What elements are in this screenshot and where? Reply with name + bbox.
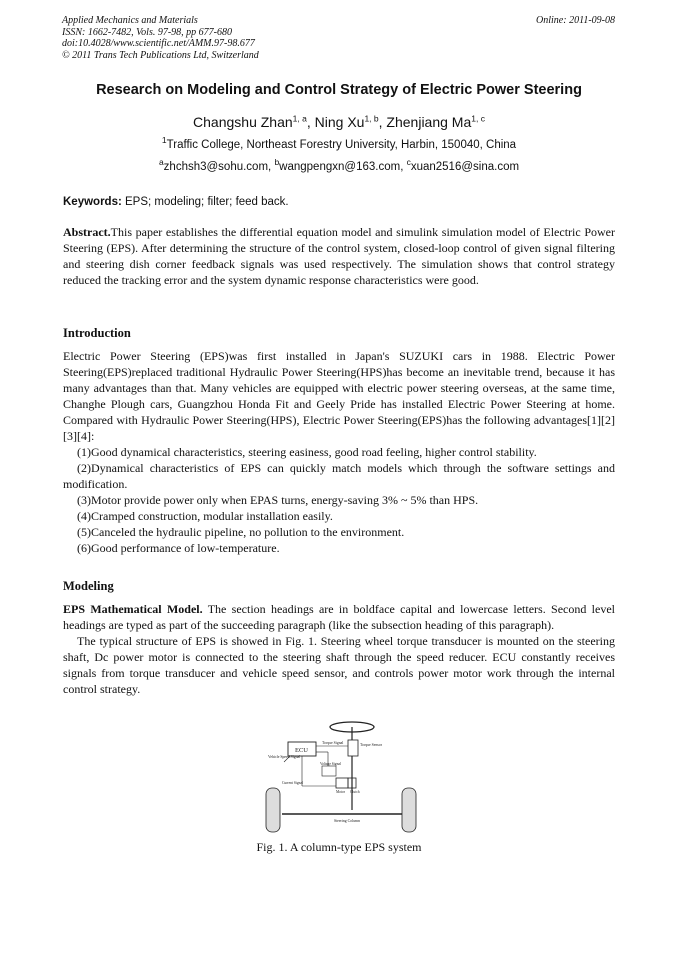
right-wheel-icon xyxy=(402,788,416,832)
keywords-label: Keywords: xyxy=(63,196,122,208)
ecu-label: ECU xyxy=(295,747,308,754)
email-superscript: a xyxy=(158,157,164,168)
left-wheel-icon xyxy=(266,788,280,832)
abstract-text: This paper establishes the differential equation model and simulink simulation model of Electric Power Steering (EPS). After determining the structure of the control system, closed-loop control of given signal filtering and steering dish corner feedback signals was used respectively. The simulation shows that control strategy reduced the tracking error and the system dynamic response characteristics were good. xyxy=(63,225,615,287)
voltage-signal-label: Voltage Signal xyxy=(320,762,341,766)
figure-caption: Fig. 1. A column-type EPS system xyxy=(256,840,422,854)
author-superscript: 1, b xyxy=(364,113,379,124)
modeling-paragraph: The typical structure of EPS is showed in Fig. 1. Steering wheel torque transducer is mounted on the steering shaft, Dc power motor is connected to the steering shaft through the speed reducer. ECU constantly receives signals from torque transducer and vehicle speed sensor, and controls power motor work through the internal control strategy. xyxy=(63,634,615,696)
steering-column-label: Steering Column xyxy=(334,819,360,823)
email-address[interactable]: wangpengxn@163.com xyxy=(279,161,401,173)
keywords xyxy=(63,196,289,208)
section-heading-introduction: Introduction xyxy=(63,326,131,340)
paper-title: Research on Modeling and Control Strategy of Electric Power Steering xyxy=(96,82,582,98)
email-separator: , xyxy=(268,161,275,173)
doi-line[interactable]: doi:10.4028/www.scientific.net/AMM.97-98.677 xyxy=(62,38,255,49)
advantage-item: (3)Motor provide power only when EPAS turns, energy-saving 3% ~ 5% than HPS. xyxy=(77,493,479,507)
introduction-body xyxy=(63,348,615,556)
email-list xyxy=(0,157,678,173)
copyright-line: © 2011 Trans Tech Publications Ltd, Switzerland xyxy=(62,49,259,61)
motor-box xyxy=(336,778,348,788)
advantage-item: (5)Canceled the hydraulic pipeline, no pollution to the environment. xyxy=(77,525,405,539)
current-signal-label: Current Signal xyxy=(282,781,304,785)
journal-name: Applied Mechanics and Materials xyxy=(62,15,198,26)
modeling-body xyxy=(63,601,615,697)
subsection-paragraph xyxy=(63,601,615,633)
vehicle-speed-signal-label: Vehicle Speed Signal xyxy=(268,755,301,759)
advantage-item: (6)Good performance of low-temperature. xyxy=(77,541,280,555)
author-list xyxy=(0,114,678,130)
advantage-item: (2)Dynamical characteristics of EPS can quickly match models which through the software settings and modification. xyxy=(63,461,615,491)
eps-system-figure xyxy=(262,720,418,835)
author-separator: , xyxy=(378,114,387,130)
author-superscript: 1, a xyxy=(292,113,307,124)
email-superscript: c xyxy=(406,157,411,168)
motor-label: Motor xyxy=(336,790,345,794)
author-superscript: 1, c xyxy=(471,113,485,124)
author-name: Zhenjiang Ma xyxy=(386,114,472,130)
introduction-paragraph: Electric Power Steering (EPS)was first installed in Japan's SUZUKI cars in 1988. Electric Power Steering(EPS)replaced traditional Hydraulic Power Steering(HPS)has become an inevitable trend, because it has many advantages than that. Many vehicles are equipped with electric power steering overseas, at the same time, Changhe Plough cars, Guangzhou Honda Fit and Geely Pride has installed Electric Power Steering at home. Compared with Hydraulic Power Steering(HPS), Electric Power Steering(EPS)has the following advantages[1][2][3][4]: xyxy=(63,349,615,443)
author-name: Changshu Zhan xyxy=(193,114,293,130)
subsection-heading: EPS Mathematical Model. xyxy=(63,602,203,616)
email-address[interactable]: zhchsh3@sohu.com xyxy=(163,161,269,173)
voltage-signal-box xyxy=(322,766,336,776)
keywords-text: EPS; modeling; filter; feed back. xyxy=(121,196,289,208)
advantage-item: (4)Cramped construction, modular installation easily. xyxy=(77,509,333,523)
email-address[interactable]: xuan2516@sina.com xyxy=(410,161,520,173)
torque-signal-label: Torque Signal xyxy=(322,741,344,745)
abstract xyxy=(63,224,615,288)
advantage-item: (1)Good dynamical characteristics, steering easiness, good road feeling, higher control stability. xyxy=(77,445,537,459)
torque-sensor-box xyxy=(348,740,358,756)
affiliation-text: Traffic College, Northeast Forestry University, Harbin, 150040, China xyxy=(166,139,517,151)
clutch-label: Clutch xyxy=(350,790,360,794)
email-superscript: b xyxy=(274,157,280,168)
issn-line: ISSN: 1662-7482, Vols. 97-98, pp 677-680 xyxy=(62,26,232,38)
affiliation-superscript: 1 xyxy=(161,135,167,146)
subsection-text: The section headings are in boldface capital and lowercase letters. Second level headings are typed as part of the succeeding paragraph (like the subsection heading of this paragraph). xyxy=(63,602,615,632)
journal-header xyxy=(62,15,259,61)
section-heading-modeling: Modeling xyxy=(63,579,114,593)
online-date: Online: 2011-09-08 xyxy=(536,15,615,26)
torque-sensor-label: Torque Sensor xyxy=(360,743,382,747)
abstract-label: Abstract. xyxy=(63,225,111,239)
affiliation xyxy=(0,135,678,151)
author-separator: , xyxy=(306,114,315,130)
author-name: Ning Xu xyxy=(314,114,365,130)
email-separator: , xyxy=(400,161,407,173)
